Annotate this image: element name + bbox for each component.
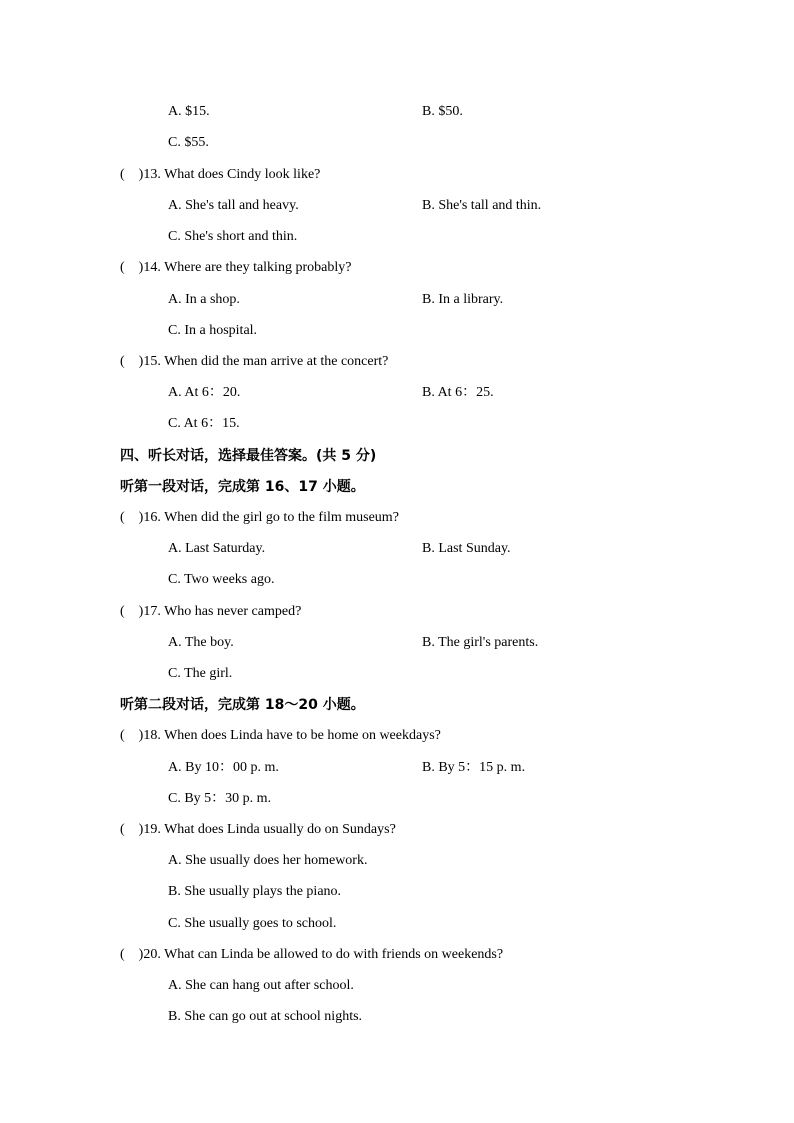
q12-option-b: B. $50. (422, 104, 463, 119)
q16-option-a: A. Last Saturday. (168, 541, 266, 556)
q19-option-c: C. She usually goes to school. (168, 916, 337, 931)
q19-option-a: A. She usually does her homework. (168, 853, 368, 868)
q13-option-c: C. She's short and thin. (168, 229, 298, 244)
q15-stem: ( )15. When did the man arrive at the concert? (120, 354, 389, 369)
q12-option-c: C. $55. (168, 135, 209, 150)
q14-stem: ( )14. Where are they talking probably? (120, 260, 352, 275)
q17-option-a: A. The boy. (168, 635, 234, 650)
q14-option-a: A. In a shop. (168, 292, 240, 307)
section-heading: 四、听长对话，选择最佳答案。(共 5 分) (120, 448, 377, 464)
q17-stem: ( )17. Who has never camped? (120, 604, 302, 619)
q16-option-b: B. Last Sunday. (422, 541, 511, 556)
q16-stem: ( )16. When did the girl go to the film museum? (120, 510, 399, 525)
q15-option-c: C. At 6：15. (168, 416, 240, 431)
q13-option-a: A. She's tall and heavy. (168, 198, 299, 213)
q18-option-a: A. By 10：00 p. m. (168, 760, 279, 775)
q18-option-c: C. By 5：30 p. m. (168, 791, 272, 806)
q14-option-b: B. In a library. (422, 292, 504, 307)
q13-stem: ( )13. What does Cindy look like? (120, 167, 321, 182)
q14-option-c: C. In a hospital. (168, 323, 258, 338)
q17-option-c: C. The girl. (168, 666, 233, 681)
q20-option-a: A. She can hang out after school. (168, 978, 354, 993)
q12-option-a: A. $15. (168, 104, 210, 119)
q20-option-b: B. She can go out at school nights. (168, 1009, 363, 1024)
q18-option-b: B. By 5：15 p. m. (422, 760, 526, 775)
q18-stem: ( )18. When does Linda have to be home on weekdays? (120, 728, 441, 743)
q15-option-b: B. At 6：25. (422, 385, 494, 400)
q19-stem: ( )19. What does Linda usually do on Sundays? (120, 822, 396, 837)
part2-instruction: 听第二段对话，完成第 18～20 小题。 (120, 697, 365, 713)
q17-option-b: B. The girl's parents. (422, 635, 539, 650)
part1-instruction: 听第一段对话，完成第 16、17 小题。 (120, 479, 365, 495)
q13-option-b: B. She's tall and thin. (422, 198, 542, 213)
q16-option-c: C. Two weeks ago. (168, 572, 275, 587)
q15-option-a: A. At 6：20. (168, 385, 241, 400)
q19-option-b: B. She usually plays the piano. (168, 884, 342, 899)
q20-stem: ( )20. What can Linda be allowed to do with friends on weekends? (120, 947, 504, 962)
